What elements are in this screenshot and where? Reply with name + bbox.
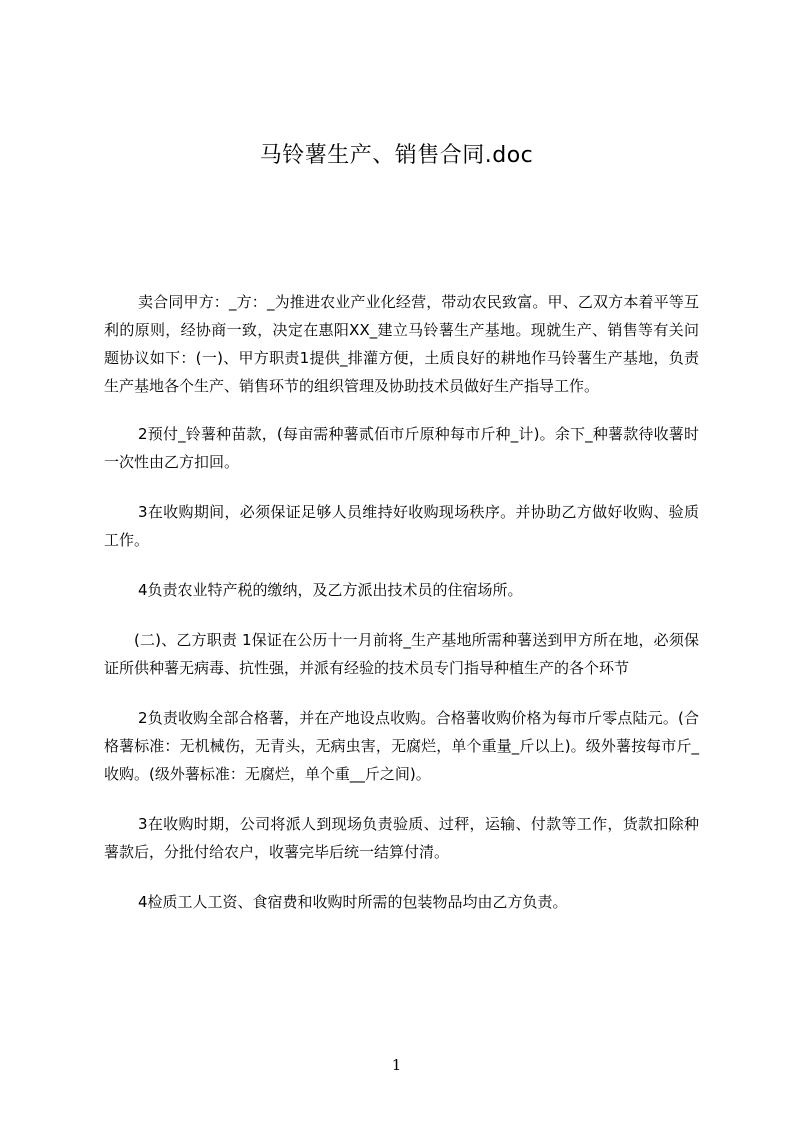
paragraph-intro: 卖合同甲方：_方：_为推进农业产业化经营，带动农民致富。甲、乙双方本着平等互利的原则，经协商一致，决定在惠阳XX_建立马铃薯生产基地。现就生产、销售等有关问题协议如下：(一)、甲方职责1提供_排灌方便，土质良好的耕地作马铃薯生产基地，负责生产基地各个生产、销售环节的组织管理及协助技术员做好生产指导工作。 (104, 293, 699, 395)
paragraph-party-b-item-1: (二)、乙方职责 1保证在公历十一月前将_生产基地所需种薯送到甲方所在地，必须保证所供种薯无病毒、抗性强，并派有经验的技术员专门指导种植生产的各个环节 (104, 631, 699, 677)
paragraph-party-a-item-2: 2预付_铃薯种苗款，(每亩需种薯贰佰市斤原种每市斤种_计)。余下_种薯款待收薯时一次性由乙方扣回。 (104, 425, 699, 471)
paragraph-party-b-item-3: 3在收购时期，公司将派人到现场负责验质、过秤，运输、付款等工作，货款扣除种薯款后，分批付给农户，收薯完毕后统一结算付清。 (104, 815, 699, 861)
document-body (104, 288, 699, 916)
document-title: 马铃薯生产、销售合同.doc (259, 143, 534, 168)
paragraph-party-a-item-3: 3在收购期间，必须保证足够人员维持好收购现场秩序。并协助乙方做好收购、验质工作。 (104, 503, 699, 549)
paragraph-party-b-item-4: 4检质工人工资、食宿费和收购时所需的包装物品均由乙方负责。 (138, 893, 568, 911)
page-number: 1 (391, 1056, 402, 1074)
paragraph-party-b-item-2: 2负责收购全部合格薯，并在产地设点收购。合格薯收购价格为每市斤零点陆元。(合格薯标准：无机械伤，无青头，无病虫害，无腐烂，单个重量_斤以上)。级外薯按每市斤_收购。(级外薯标准：无腐烂，单个重__斤之间)。 (104, 709, 699, 783)
paragraph-party-a-item-4: 4负责农业特产税的缴纳，及乙方派出技术员的住宿场所。 (138, 581, 523, 599)
